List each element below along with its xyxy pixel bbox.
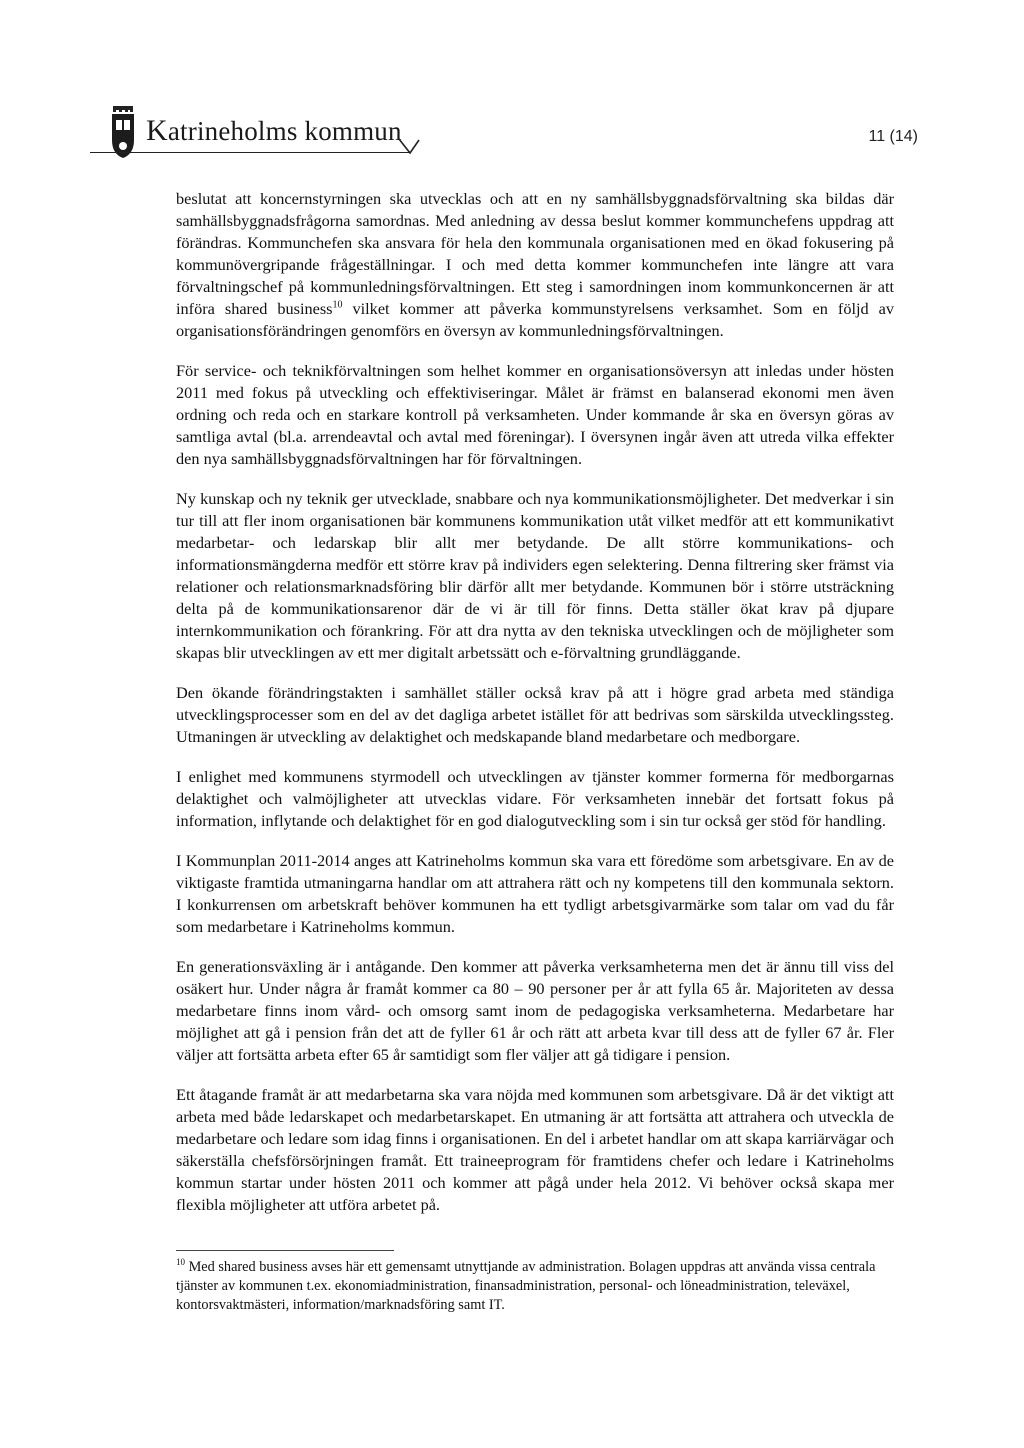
footnote-text: Med shared business avses här ett gemensamt utnyttjande av administration. Bolagen uppdras att använda vissa centrala tjänster av kommunen t.ex. ekonomiadministration, finansadministration, personal- och löneadministration, televäxel, kontorsvaktmästeri, information/marknadsföring samt IT. (176, 1259, 876, 1313)
footnote-reference: 10 (332, 299, 343, 311)
page-header (90, 100, 970, 160)
paragraph-4: Den ökande förändringstakten i samhället ställer också krav på att i högre grad arbeta med ständiga utvecklingsprocesser som en del av det dagliga arbetet istället för att bedrivas som särskilda utvecklingssteg. Utmaningen är utveckling av delaktighet och medskapande bland medarbetare och medborgare. (176, 683, 894, 746)
municipality-name (146, 114, 402, 148)
paragraph-3: Ny kunskap och ny teknik ger utvecklade, snabbare och nya kommunikationsmöjligheter. Det medverkar i sin tur till att fler inom organisationen bär kommunens kommunikation utåt vilket medför att ett kommunikativt medarbetar- och ledarskap blir allt mer betydande. De allt större kommunikations- och informationsmängderna medför ett större krav på individers egen selektering. Denna filtrering sker främst via relationer och relationsmarknadsföring blir därför allt mer betydande. Kommunen bör i större utsträckning delta på de kommunikationsarenor där de vi är till för finns. Detta ställer ökat krav på djupare internkommunikation och förankring. För att dra nytta av den tekniska utvecklingen och de möjligheter som skapas blir utvecklingen av ett mer digitalt arbetssätt och e-förvaltning grundläggande. (176, 489, 894, 662)
header-tick-mark-icon (398, 136, 420, 156)
footnote (176, 1258, 876, 1315)
municipal-crest-icon (110, 106, 136, 158)
footnote-number: 10 (176, 1257, 185, 1268)
paragraph-1-part-a: beslutat att koncernstyrningen ska utvecklas och att en ny samhällsbyggnadsförvaltning ska bildas där samhällsbyggnadsfrågorna samordnas. Med anledning av dessa beslut kommer kommunchefens uppdrag att förändras. Kommunchefen ska ansvara för hela den kommunala organisationen med en ökad fokusering på kommunövergripande frågeställningar. I och med detta kommer kommunchefen inte längre att vara förvaltningschef på kommunledningsförvaltningen. Ett steg i samordningen inom kommunkoncernen är att införa shared business (176, 189, 894, 318)
footnote-separator (176, 1250, 394, 1251)
paragraph-6: I Kommunplan 2011-2014 anges att Katrineholms kommun ska vara ett föredöme som arbetsgivare. En av de viktigaste framtida utmaningarna handlar om att attrahera rätt och ny kompetens till den kommunala sektorn. I konkurrensen om arbetskraft behöver kommunen ha ett tydligt arbetsgivarmärke som talar om vad du får som medarbetare i Katrineholms kommun. (176, 851, 894, 936)
municipality-initial: K (146, 114, 168, 147)
paragraph-7: En generationsväxling är i antågande. Den kommer att påverka verksamheterna men det är ännu till viss del osäkert hur. Under några år framåt kommer ca 80 – 90 personer per år att fylla 65 år. Majoriteten av dessa medarbetare finns inom vård- och omsorg samt inom de pedagogiska verksamheterna. Medarbetare har möjlighet att gå i pension från det att de fyller 61 år och rätt att arbeta kvar till dess att de fyller 67 år. Fler väljer att fortsätta arbeta efter 65 år samtidigt som fler väljer att gå tidigare i pension. (176, 957, 894, 1064)
municipality-rest: atrineholms kommun (167, 116, 402, 146)
paragraph-5: I enlighet med kommunens styrmodell och utvecklingen av tjänster kommer formerna för medborgarnas delaktighet och valmöjligheter att utvecklas vidare. För verksamheten innebär det fortsatt fokus på information, inflytande och delaktighet för en god dialogutveckling som i sin tur också ger stöd för handling. (176, 767, 894, 830)
header-rule (90, 152, 410, 153)
document-body (176, 188, 894, 1234)
paragraph-8: Ett åtagande framåt är att medarbetarna ska vara nöjda med kommunen som arbetsgivare. Då är det viktigt att arbeta med både ledarskapet och medarbetarskapet. En utmaning är att fortsätta att attrahera och utveckla de medarbetare och ledare som idag finns i organisationen. En del i arbetet handlar om att skapa karriärvägar och säkerställa chefsförsörjningen framåt. Ett traineeprogram för framtidens chefer och ledare i Katrineholms kommun startar under hösten 2011 och kommer att pågå under hela 2012. Vi behöver också skapa mer flexibla möjligheter att utföra arbetet på. (176, 1085, 894, 1214)
paragraph-2: För service- och teknikförvaltningen som helhet kommer en organisationsöversyn att inledas under hösten 2011 med fokus på utveckling och effektiviseringar. Målet är främst en balanserad ekonomi men även ordning och reda och en starkare kontroll på verksamheten. Under kommande år ska en översyn göras av samtliga avtal (bl.a. arrendeavtal och avtal med föreningar). I översynen ingår även att utreda vilka effekter den nya samhällsbyggnadsförvaltningen har för förvaltningen. (176, 361, 894, 468)
paragraph-1 (176, 188, 894, 342)
page-number: 11 (14) (868, 128, 918, 145)
paragraph-1-part-b: vilket kommer att påverka kommunstyrelsens verksamhet. Som en följd av organisationsförändringen genomförs en översyn av kommunledningsförvaltningen. (176, 299, 895, 340)
